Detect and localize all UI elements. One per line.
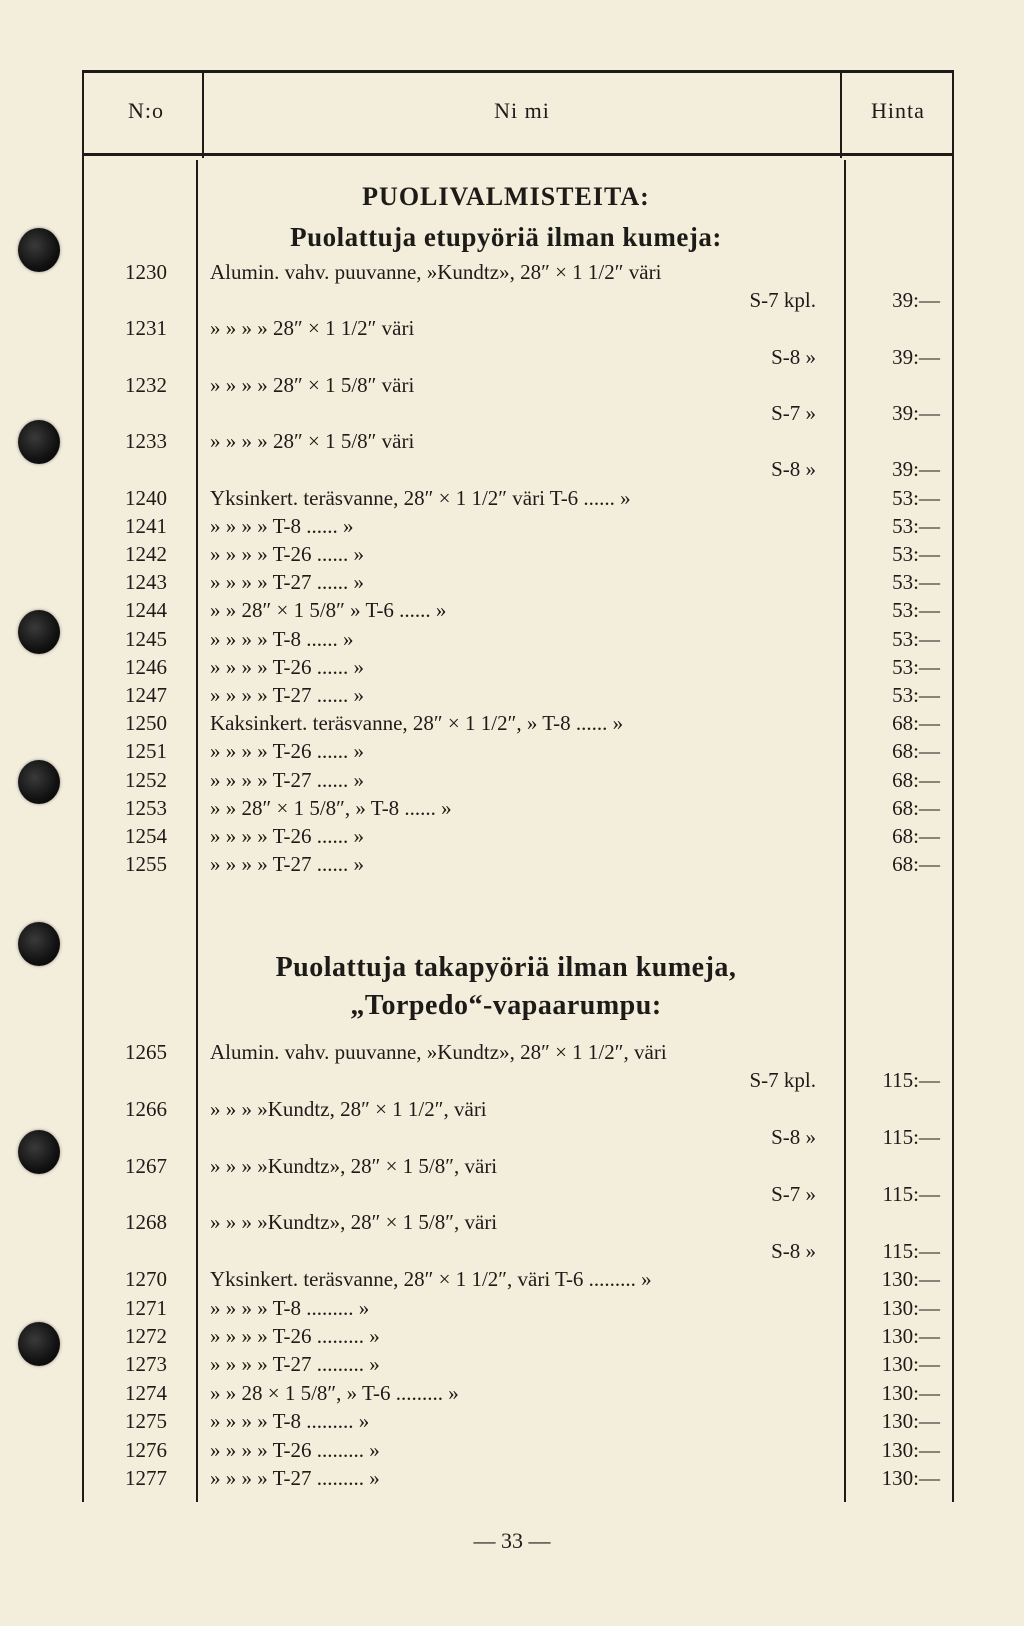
table-row <box>0 796 1024 824</box>
item-description: » » » » T-26 ......... » <box>210 1324 380 1348</box>
item-number: 1250 <box>125 711 167 736</box>
page-number: — 33 — <box>473 1528 551 1553</box>
table-header-rule <box>82 153 954 156</box>
item-description: » » » » T-8 ......... » <box>210 1295 370 1320</box>
table-row <box>0 1438 1024 1466</box>
table-row <box>0 1466 1024 1494</box>
section-subheading: „Torpedo“-vapaarumpu: <box>350 990 662 1021</box>
table-row <box>0 655 1024 683</box>
item-color-code: S-8 » <box>771 1125 816 1150</box>
item-color-code: S-7 » <box>771 400 816 425</box>
table-row <box>0 1040 1024 1093</box>
table-row <box>0 260 1024 313</box>
item-description: » » » » 28″ × 1 5/8″ väri <box>210 372 415 397</box>
item-description: » » 28 × 1 5/8″, » T-6 ......... » <box>210 1380 459 1405</box>
item-price: 39:— <box>892 400 940 425</box>
item-color-code: S-7 kpl. <box>749 288 816 313</box>
table-row <box>0 598 1024 626</box>
item-number: 1241 <box>125 513 167 538</box>
item-number: 1243 <box>125 570 167 595</box>
table-row <box>0 1210 1024 1263</box>
item-number: 1270 <box>125 1267 167 1292</box>
item-price: 130:— <box>881 1466 940 1490</box>
item-price: 68:— <box>892 795 940 820</box>
table-row <box>0 711 1024 739</box>
table-row <box>0 1324 1024 1352</box>
item-number: 1255 <box>125 852 167 877</box>
section-heading: Puolattuja takapyöriä ilman kumeja, <box>275 952 737 983</box>
item-price: 39:— <box>892 344 940 369</box>
item-description: » » » » T-26 ......... » <box>210 1437 380 1462</box>
item-description: » » » » T-27 ...... » <box>210 767 365 792</box>
item-number: 1276 <box>125 1437 167 1462</box>
item-number: 1242 <box>125 542 167 566</box>
item-number: 1274 <box>125 1380 167 1405</box>
item-description: » » » » T-26 ...... » <box>210 654 365 679</box>
item-price: 39:— <box>892 457 940 482</box>
item-price: 53:— <box>892 626 940 651</box>
table-row <box>0 429 1024 482</box>
item-description: » » » » T-26 ...... » <box>210 542 365 566</box>
section-heading: PUOLIVALMISTEITA: <box>362 182 650 211</box>
item-number: 1246 <box>125 654 167 679</box>
table-row <box>0 1096 1024 1150</box>
item-color-code: S-8 » <box>771 344 816 369</box>
item-number: 1252 <box>125 767 167 792</box>
item-description: » » » » T-27 ...... » <box>210 852 365 877</box>
item-description: » » » » T-27 ......... » <box>210 1466 380 1490</box>
table-top-rule <box>82 70 954 73</box>
item-description: » » » » 28″ × 1 1/2″ väri <box>210 316 415 341</box>
item-price: 115:— <box>882 1238 940 1263</box>
item-description: » » » » T-26 ...... » <box>210 824 365 848</box>
table-row <box>0 627 1024 655</box>
header-name: Ni mi <box>494 98 550 123</box>
item-price: 53:— <box>892 654 940 679</box>
table-row <box>0 1409 1024 1437</box>
item-number: 1271 <box>125 1295 167 1320</box>
item-price: 39:— <box>892 288 940 313</box>
item-price: 68:— <box>892 739 940 764</box>
item-number: 1245 <box>125 626 167 651</box>
item-number: 1231 <box>125 316 167 341</box>
table-row <box>0 683 1024 711</box>
item-number: 1254 <box>125 824 167 848</box>
item-price: 53:— <box>892 542 940 566</box>
item-description: Yksinkert. teräsvanne, 28″ × 1 1/2″, väri T-6 ......... » <box>210 1267 652 1292</box>
item-price: 53:— <box>892 570 940 595</box>
item-number: 1240 <box>125 485 167 510</box>
table-row <box>0 542 1024 570</box>
item-description: » » » » T-27 ...... » <box>210 683 365 707</box>
item-price: 130:— <box>881 1295 940 1320</box>
item-price: 68:— <box>892 767 940 792</box>
item-price: 130:— <box>881 1352 940 1377</box>
header-number: N:o <box>128 98 164 123</box>
item-price: 53:— <box>892 598 940 623</box>
item-description: » » » » T-8 ...... » <box>210 513 354 538</box>
item-number: 1251 <box>125 739 167 764</box>
item-description: » » » » T-27 ...... » <box>210 570 365 595</box>
item-number: 1265 <box>125 1040 167 1064</box>
item-price: 68:— <box>892 852 940 877</box>
item-price: 115:— <box>882 1181 940 1206</box>
table-row <box>0 1267 1024 1295</box>
item-number: 1275 <box>125 1409 167 1434</box>
table-row <box>0 768 1024 796</box>
item-number: 1267 <box>125 1153 167 1178</box>
item-price: 130:— <box>881 1437 940 1462</box>
item-price: 130:— <box>881 1409 940 1434</box>
item-price: 130:— <box>881 1324 940 1348</box>
item-description: » » » »Kundtz», 28″ × 1 5/8″, väri <box>210 1210 498 1235</box>
item-description: » » 28″ × 1 5/8″ » T-6 ...... » <box>210 598 447 623</box>
section-subheading: Puolattuja etupyöriä ilman kumeja: <box>290 222 722 252</box>
table-row <box>0 824 1024 852</box>
item-number: 1244 <box>125 598 167 623</box>
table-row <box>0 514 1024 542</box>
table-row <box>0 372 1024 425</box>
table-row <box>0 486 1024 514</box>
item-color-code: S-7 kpl. <box>749 1068 816 1093</box>
item-description: » » » » T-8 ...... » <box>210 626 354 651</box>
item-color-code: S-8 » <box>771 457 816 482</box>
table-row <box>0 316 1024 369</box>
item-description: Yksinkert. teräsvanne, 28″ × 1 1/2″ väri T-6 ...... » <box>210 485 631 510</box>
item-price: 130:— <box>881 1380 940 1405</box>
item-description: Alumin. vahv. puuvanne, »Kundtz», 28″ × 1 1/2″ väri <box>210 260 662 284</box>
item-description: Alumin. vahv. puuvanne, »Kundtz», 28″ × 1 1/2″, väri <box>210 1040 667 1064</box>
item-number: 1247 <box>125 683 167 707</box>
item-price: 130:— <box>881 1267 940 1292</box>
item-price: 115:— <box>882 1125 940 1150</box>
item-description: » » » » T-8 ......... » <box>210 1409 370 1434</box>
item-number: 1253 <box>125 795 167 820</box>
item-number: 1277 <box>125 1466 167 1490</box>
item-description: » » » »Kundtz, 28″ × 1 1/2″, väri <box>210 1096 487 1121</box>
item-price: 53:— <box>892 683 940 707</box>
item-price: 68:— <box>892 711 940 736</box>
item-description: » » 28″ × 1 5/8″, » T-8 ...... » <box>210 795 452 820</box>
item-number: 1232 <box>125 372 167 397</box>
item-price: 115:— <box>882 1068 940 1093</box>
item-number: 1230 <box>125 260 167 284</box>
item-number: 1233 <box>125 429 167 454</box>
header-price: Hinta <box>871 98 925 123</box>
item-description: » » » »Kundtz», 28″ × 1 5/8″, väri <box>210 1153 498 1178</box>
item-number: 1266 <box>125 1096 167 1121</box>
item-color-code: S-7 » <box>771 1181 816 1206</box>
table-row <box>0 570 1024 598</box>
item-number: 1273 <box>125 1352 167 1377</box>
item-description: » » » » T-26 ...... » <box>210 739 365 764</box>
binder-hole-icon <box>18 922 60 966</box>
item-price: 68:— <box>892 824 940 848</box>
item-price: 53:— <box>892 485 940 510</box>
item-description: » » » » 28″ × 1 5/8″ väri <box>210 429 415 454</box>
item-price: 53:— <box>892 513 940 538</box>
table-row <box>0 1381 1024 1409</box>
item-number: 1272 <box>125 1324 167 1348</box>
table-row <box>0 1153 1024 1206</box>
item-description: Kaksinkert. teräsvanne, 28″ × 1 1/2″, » T-8 ...... » <box>210 711 624 736</box>
table-row <box>0 1296 1024 1324</box>
table-row <box>0 739 1024 767</box>
item-description: » » » » T-27 ......... » <box>210 1352 380 1377</box>
item-color-code: S-8 » <box>771 1238 816 1263</box>
table-row <box>0 852 1024 880</box>
item-number: 1268 <box>125 1210 167 1235</box>
table-row <box>0 1352 1024 1380</box>
